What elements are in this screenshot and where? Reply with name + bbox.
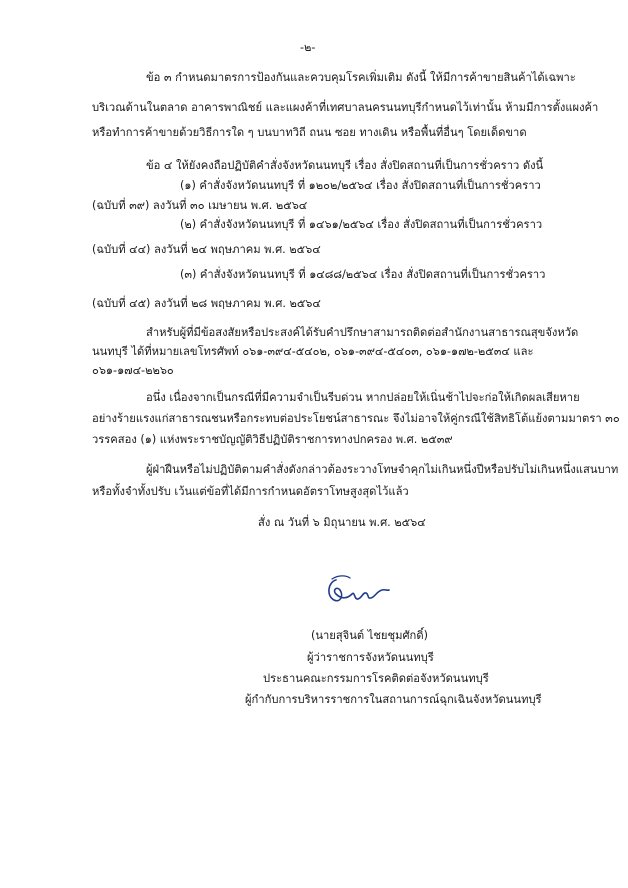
urgency-line-3: วรรคสอง (๑) แห่งพระราชบัญญัติวิธีปฏิบัติราชการทางปกครอง พ.ศ. ๒๕๓๙: [92, 433, 453, 446]
clause3-line-2: บริเวณด้านในตลาด อาคารพาณิชย์ และแผงค้าที่เทศบาลนครนนทบุรีกำหนดไว้เท่านั้น ห้ามมีการตั้งแผงค้า: [92, 101, 599, 114]
signatory-position-2: ประธานคณะกรรมการโรคติดต่อจังหวัดนนทบุรี: [263, 672, 489, 685]
contact-line-1: สำหรับผู้ที่มีข้อสงสัยหรือประสงค์ได้รับคำปรึกษาสามารถติดต่อสำนักงานสาธารณสุขจังหวัด: [146, 326, 579, 339]
signatory-position-3: ผู้กำกับการบริหารราชการในสถานการณ์ฉุกเฉินจังหวัดนนทบุรี: [245, 693, 542, 706]
clause4-intro: ข้อ ๔ ให้ยังคงถือปฏิบัติคำสั่งจังหวัดนนทบุรี เรื่อง สั่งปิดสถานที่เป็นการชั่วคราว ดังนี้: [146, 159, 544, 172]
penalty-line-1: ผู้ฝ่าฝืนหรือไม่ปฏิบัติตามคำสั่งดังกล่าวต้องระวางโทษจำคุกไม่เกินหนึ่งปีหรือปรับไม่เกินหนึ่งแสนบาท: [146, 463, 619, 476]
signatory-position-1: ผู้ว่าราชการจังหวัดนนทบุรี: [307, 651, 434, 664]
penalty-line-2: หรือทั้งจำทั้งปรับ เว้นแต่ข้อที่ได้มีการกำหนดอัตราโทษสูงสุดไว้แล้ว: [92, 485, 409, 498]
order-3-issue: (ฉบับที่ ๔๕) ลงวันที่ ๒๘ พฤษภาคม พ.ศ. ๒๕๖๔: [92, 297, 321, 310]
order-2-line: (๒) คำสั่งจังหวัดนนทบุรี ที่ ๑๔๖๑/๒๕๖๔ เรื่อง สั่งปิดสถานที่เป็นการชั่วคราว: [180, 218, 543, 231]
signature-image: [322, 572, 392, 608]
clause3-line-1: ข้อ ๓ กำหนดมาตรการป้องกันและควบคุมโรคเพิ่มเติม ดังนี้ ให้มีการค้าขายสินค้าได้เฉพาะ: [146, 71, 576, 84]
urgency-line-1: อนึ่ง เนื่องจากเป็นกรณีที่มีความจำเป็นรีบด่วน หากปล่อยให้เนิ่นช้าไปจะก่อให้เกิดผลเสียหาย: [146, 391, 580, 404]
clause3-line-3: หรือทำการค้าขายด้วยวิธีการใด ๆ บนบาทวิถี ถนน ซอย ทางเดิน หรือพื้นที่อื่นๆ โดยเด็ดขาด: [92, 126, 527, 139]
contact-line-2: นนทบุรี ได้ที่หมายเลขโทรศัพท์ ๐๖๑-๓๙๔-๕๔๐๒, ๐๖๑-๓๙๔-๕๔๐๓, ๐๖๑-๑๗๒-๒๕๓๔ และ: [92, 345, 534, 358]
page-number: -๒-: [300, 41, 316, 54]
order-2-issue: (ฉบับที่ ๔๔) ลงวันที่ ๒๔ พฤษภาคม พ.ศ. ๒๕๖๔: [92, 243, 321, 256]
signatory-name: (นายสุจินต์ ไชยชุมศักดิ์): [311, 629, 428, 642]
order-1-issue: (ฉบับที่ ๓๙) ลงวันที่ ๓๐ เมษายน พ.ศ. ๒๕๖๔: [92, 199, 308, 212]
order-date: สั่ง ณ วันที่ ๖ มิถุนายน พ.ศ. ๒๕๖๔: [258, 516, 426, 529]
order-3-line: (๓) คำสั่งจังหวัดนนทบุรี ที่ ๑๔๘๘/๒๕๖๔ เรื่อง สั่งปิดสถานที่เป็นการชั่วคราว: [180, 268, 546, 281]
urgency-line-2: อย่างร้ายแรงแก่สาธารณชนหรือกระทบต่อประโยชน์สาธารณะ จึงไม่อาจให้คู่กรณีใช้สิทธิโต้แย้งตามมาตรา ๓๐: [92, 412, 620, 425]
order-1-line: (๑) คำสั่งจังหวัดนนทบุรี ที่ ๑๒๐๒/๒๕๖๔ เรื่อง สั่งปิดสถานที่เป็นการชั่วคราว: [180, 179, 541, 192]
contact-line-3: ๐๖๑-๑๗๔-๒๒๖๐: [92, 364, 174, 377]
